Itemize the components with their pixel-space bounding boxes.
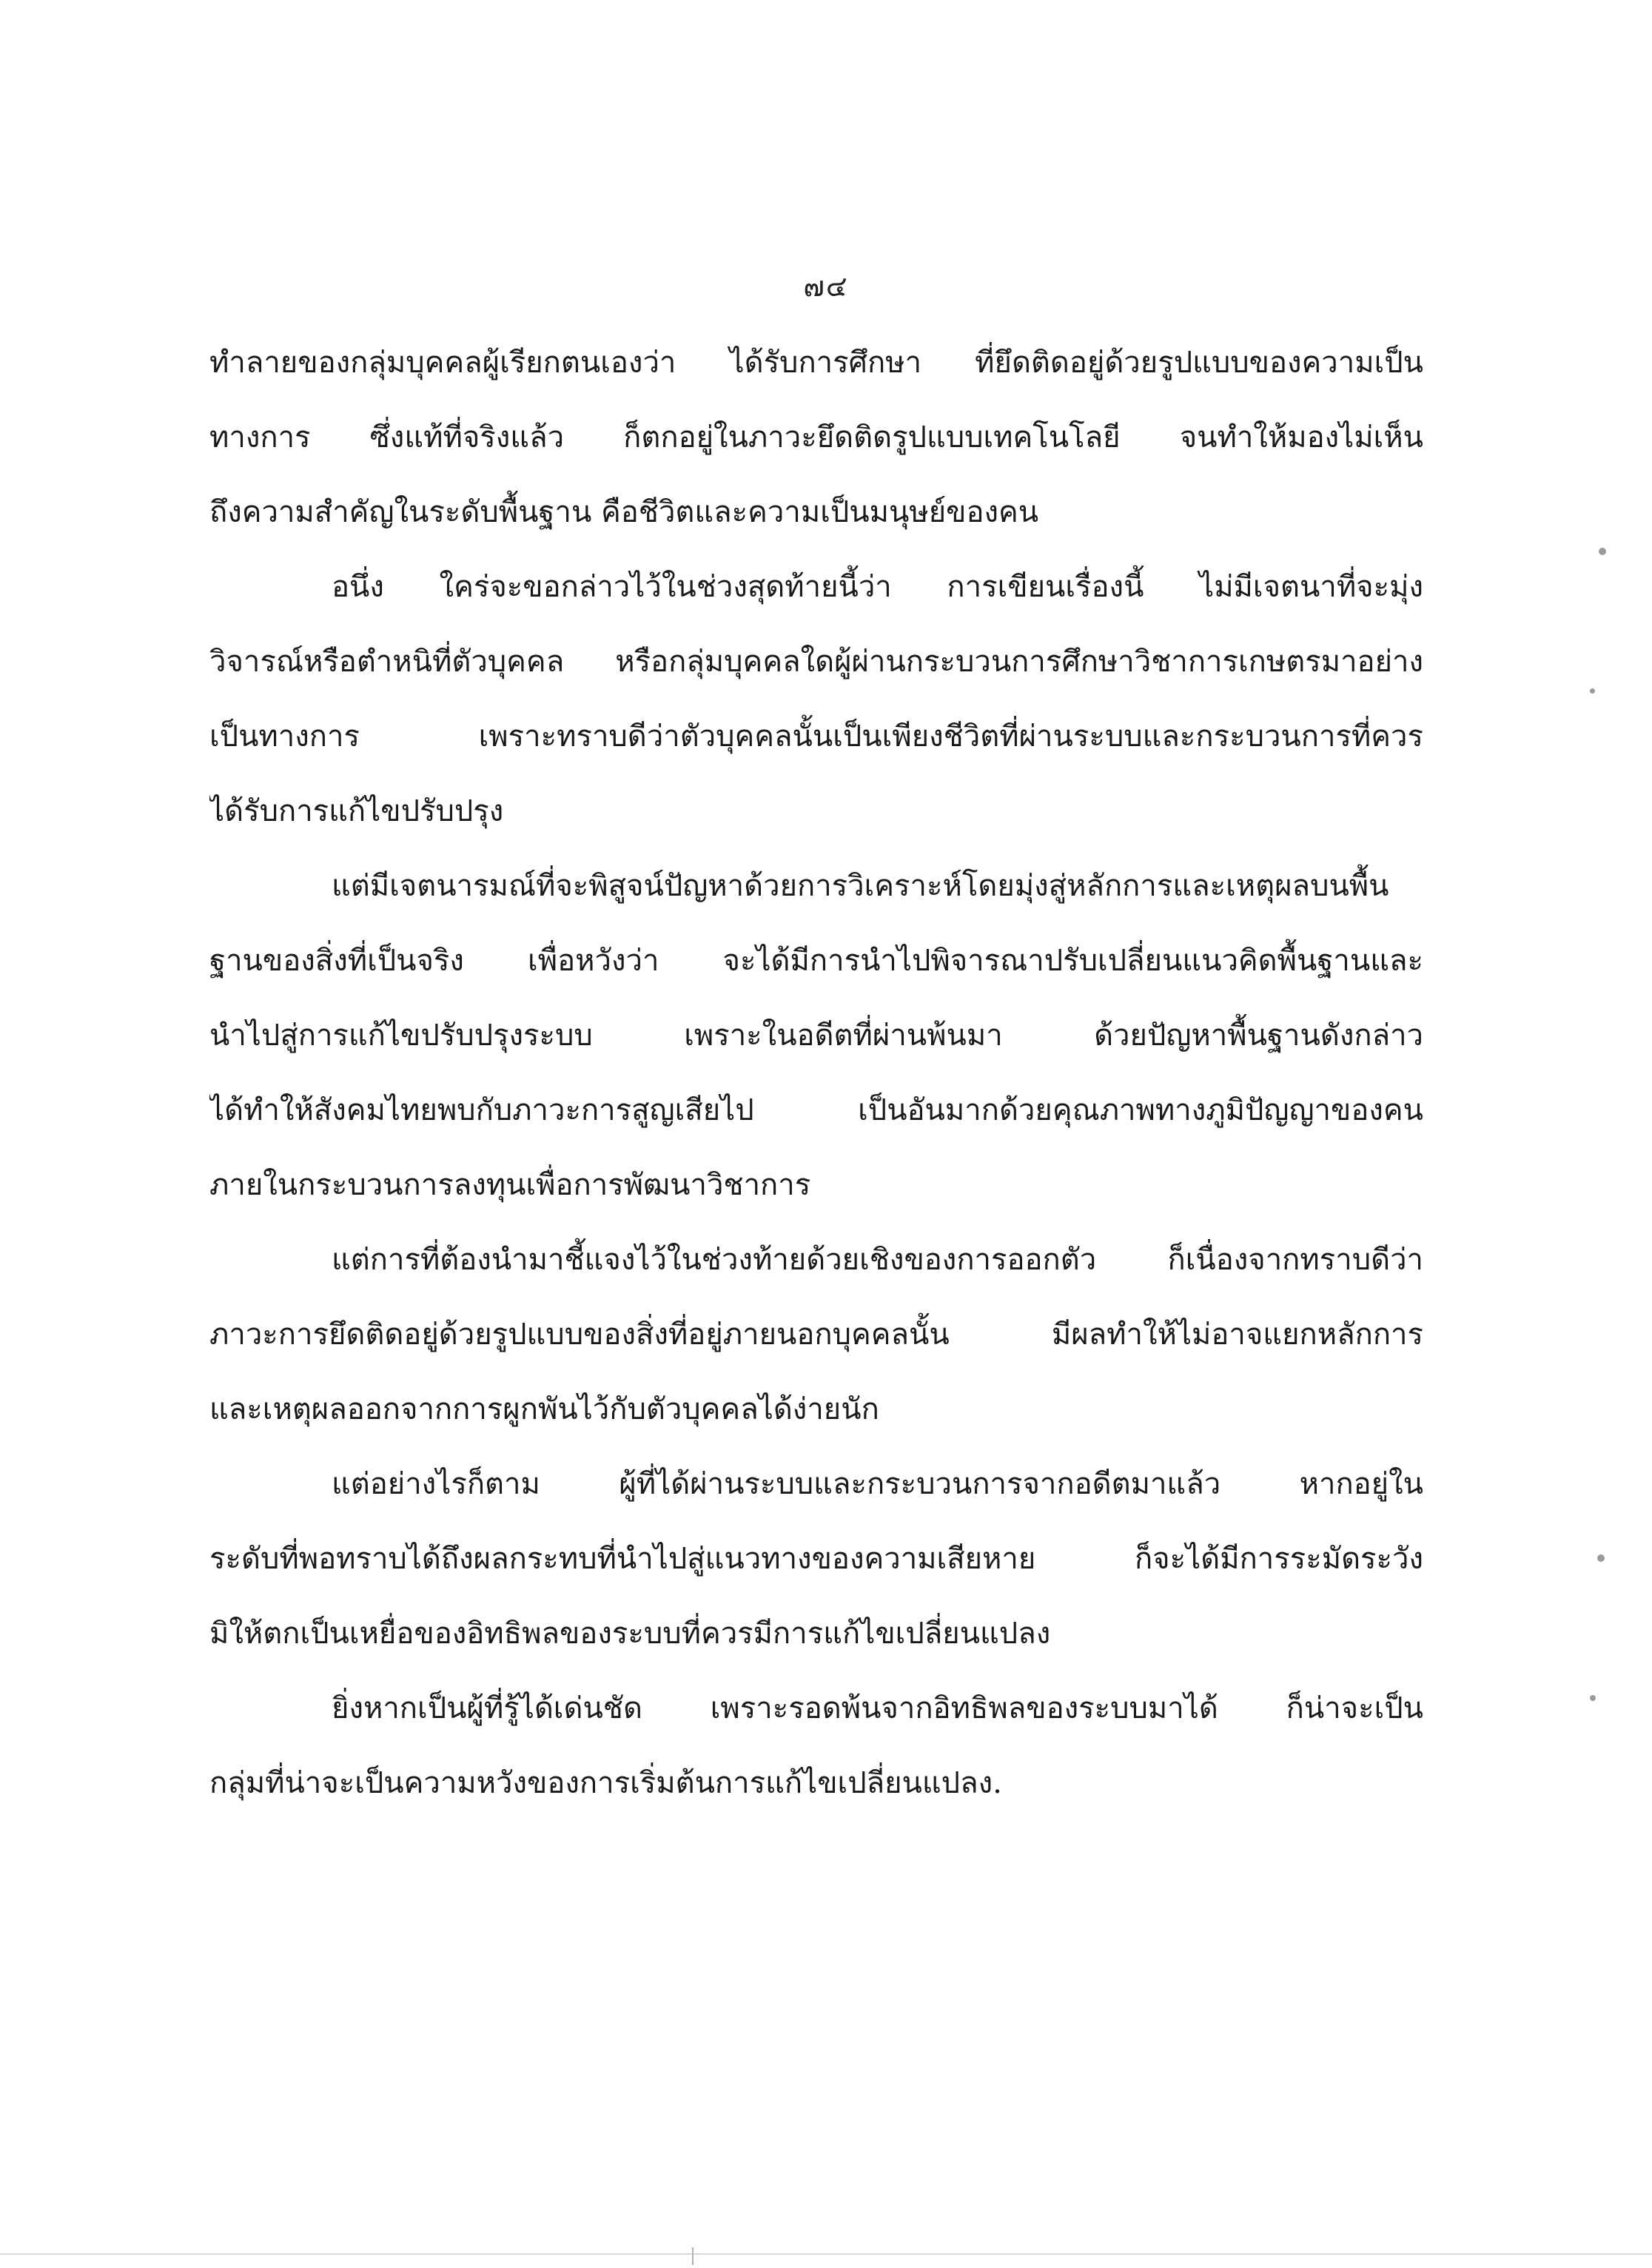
text-line: ได้ทำให้สังคมไทยพบกับภาวะการสูญเสียไป เป็นอันมากด้วยคุณภาพทางภูมิปัญญาของคน: [209, 1093, 1423, 1127]
body-text: [209, 326, 1423, 1821]
scan-speck: [1590, 1695, 1596, 1701]
scan-speck: [1599, 548, 1606, 555]
text-line: ถึงความสำคัญในระดับพื้นฐาน คือชีวิตและความเป็นมนุษย์ของคน: [209, 495, 1039, 529]
text-line: ภาวะการยึดติดอยู่ด้วยรูปแบบของสิ่งที่อยู่ภายนอกบุคคลนั้น มีผลทำให้ไม่อาจแยกหลักการ: [209, 1318, 1423, 1352]
text-line: เป็นทางการ เพราะทราบดีว่าตัวบุคคลนั้นเป็นเพียงชีวิตที่ผ่านระบบและกระบวนการที่ควร: [209, 719, 1423, 754]
scan-edge-line: [0, 2253, 1652, 2255]
paragraph-first-line: แต่การที่ต้องนำมาชี้แจงไว้ในช่วงท้ายด้วยเชิงของการออกตัว ก็เนื่องจากทราบดีว่า: [332, 1243, 1423, 1277]
text-line: กลุ่มที่น่าจะเป็นความหวังของการเริ่มต้นการแก้ไขเปลี่ยนแปลง.: [209, 1766, 1002, 1800]
scan-edge-mark: [692, 2247, 694, 2265]
text-line: มิให้ตกเป็นเหยื่อของอิทธิพลของระบบที่ควรมีการแก้ไขเปลี่ยนแปลง: [209, 1617, 1051, 1651]
text-line: ทำลายของกลุ่มบุคคลผู้เรียกตนเองว่า ได้รับการศึกษา ที่ยึดติดอยู่ด้วยรูปแบบของความเป็น: [209, 346, 1423, 380]
text-line: ฐานของสิ่งที่เป็นจริง เพื่อหวังว่า จะได้มีการนำไปพิจารณาปรับเปลี่ยนแนวคิดพื้นฐานและ: [209, 944, 1423, 978]
text-line: ภายในกระบวนการลงทุนเพื่อการพัฒนาวิชาการ: [209, 1168, 811, 1202]
text-line: ระดับที่พอทราบได้ถึงผลกระทบที่นำไปสู่แนวทางของความเสียหาย ก็จะได้มีการระมัดระวัง: [209, 1542, 1423, 1576]
text-line: และเหตุผลออกจากการผูกพันไว้กับตัวบุคคลได้ง่ายนัก: [209, 1392, 879, 1426]
paragraph-first-line: อนึ่ง ใคร่จะขอกล่าวไว้ในช่วงสุดท้ายนี้ว่า การเขียนเรื่องนี้ ไม่มีเจตนาที่จะมุ่ง: [332, 570, 1423, 604]
paragraph-first-line: ยิ่งหากเป็นผู้ที่รู้ได้เด่นชัด เพราะรอดพ้นจากอิทธิพลของระบบมาได้ ก็น่าจะเป็น: [332, 1691, 1423, 1725]
text-line: วิจารณ์หรือตำหนิที่ตัวบุคคล หรือกลุ่มบุคคลใดผู้ผ่านกระบวนการศึกษาวิชาการเกษตรมาอย่าง: [209, 645, 1423, 679]
paragraph-first-line: แต่อย่างไรก็ตาม ผู้ที่ได้ผ่านระบบและกระบวนการจากอดีตมาแล้ว หากอยู่ใน: [332, 1467, 1423, 1501]
paragraph-first-line: แต่มีเจตนารมณ์ที่จะพิสูจน์ปัญหาด้วยการวิเคราะห์โดยมุ่งสู่หลักการและเหตุผลบนพื้น: [332, 869, 1389, 903]
scan-speck: [1597, 1554, 1605, 1562]
text-line: นำไปสู่การแก้ไขปรับปรุงระบบ เพราะในอดีตที่ผ่านพ้นมา ด้วยปัญหาพื้นฐานดังกล่าว: [209, 1019, 1423, 1053]
page-number: ๗๔: [803, 270, 849, 303]
text-line: ได้รับการแก้ไขปรับปรุง: [209, 794, 504, 828]
text-line: ทางการ ซึ่งแท้ที่จริงแล้ว ก็ตกอยู่ในภาวะยึดติดรูปแบบเทคโนโลยี จนทำให้มองไม่เห็น: [209, 420, 1423, 454]
scan-speck: [1590, 688, 1595, 694]
